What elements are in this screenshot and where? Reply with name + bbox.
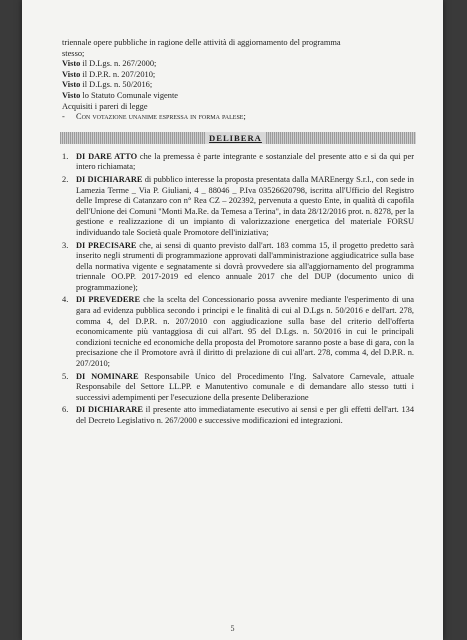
- item-keyword: DI DICHIARARE: [76, 174, 143, 184]
- acquisiti-line: Acquisiti i pareri di legge: [62, 101, 148, 111]
- votazione-text: Con votazione unanime espressa in forma palese;: [76, 112, 246, 122]
- item-text: [76, 372, 414, 404]
- document-body: [62, 38, 414, 429]
- delibera-banner: [60, 132, 416, 144]
- list-item: [62, 295, 414, 369]
- item-body: il presente atto immediatamente esecutivo ai sensi e per gli effetti dell'art. 134 del Decreto Legislativo n. 267/2000 e successive modificazioni ed integrazioni.: [76, 405, 415, 425]
- list-item: [62, 175, 414, 239]
- item-body: che la scelta del Concessionario possa avvenire mediante l'esperimento di una gara ad evidenza pubblica secondo i principi e le finalità di cui al D.Lgs n. 50/2016 e dell'art. 278, comma 4, del D.P.R. n. 207/2010 con aggiudicazione sulla base del criterio dell'offerta economicamente più vantaggiosa di cui all'art. 95 del D.Lgs. n. 50/2016 in cui le principali condizioni tecniche ed economiche della proposta del Promotore saranno poste a base di gara, con la precisazione che il Promotore avrà il diritto di prelazione di cui all'art. 278, comma 4, del D.P.R. n. 207/2010;: [76, 295, 414, 369]
- item-keyword: DI DARE ATTO: [76, 151, 138, 161]
- intro-line-2: stesso;: [62, 48, 85, 58]
- list-item: [62, 372, 414, 404]
- visto-label: Visto: [62, 59, 81, 69]
- page-number: 5: [230, 624, 235, 633]
- item-text: [76, 152, 414, 173]
- visto-line: [62, 80, 414, 91]
- item-text: [76, 241, 414, 294]
- intro-line-1: triennale opere pubbliche in ragione delle attività di aggiornamento del programma: [62, 38, 341, 47]
- deliberation-list: [62, 152, 414, 427]
- visto-text: il D.P.R. n. 207/2010;: [80, 69, 156, 79]
- item-number: 1.: [62, 151, 69, 161]
- votazione-line: [62, 112, 414, 123]
- item-number: 2.: [62, 174, 69, 184]
- item-text: [76, 295, 414, 369]
- delibera-title: DELIBERA: [205, 132, 266, 144]
- item-text: [76, 405, 414, 426]
- item-number: 3.: [62, 240, 69, 250]
- visto-text: il D.Lgs. n. 50/2016;: [80, 80, 153, 90]
- list-item: [62, 405, 414, 426]
- item-keyword: DI DICHIARARE: [76, 405, 143, 415]
- item-number: 6.: [62, 405, 69, 415]
- item-keyword: DI PRECISARE: [76, 240, 137, 250]
- item-text: [76, 175, 414, 239]
- item-keyword: DI PREVEDERE: [76, 295, 141, 305]
- item-number: 5.: [62, 371, 69, 381]
- item-body: di pubblico interesse la proposta presentata dalla MAREnergy S.r.l., con sede in Lamezia Terme _ Via P. Giuliani, 4 _ 88046 _ P.Iva 03526620798, iscritta all'Ufficio del Registro delle Imprese di Catanzaro con n° Rea CZ – 202392, pervenuta a questo Ente, in qualità di capofila dell'Unione dei Comuni "Monti Ma.Re. da Temesa a Terina", in data 28/12/2016 prot. n. 8278, per la gestione e realizzazione di un impianto di valorizzazione energetica del materiale FORSU individuando tale Società quale Promotore dell'iniziativa;: [76, 174, 414, 237]
- visto-text: lo Statuto Comunale vigente: [80, 90, 179, 100]
- list-item: [62, 241, 414, 294]
- list-item: [62, 152, 414, 173]
- item-body: Responsabile Unico del Procedimento l'Ing. Salvatore Carnevale, attuale Responsabile del Settore LL.PP. e Manutentivo comunale e di demandare allo stesso tutti i successivi adempimenti per l'esecuzione della presente Deliberazione: [76, 371, 414, 402]
- item-body: che la premessa è parte integrante e sostanziale del presente atto e si da qui per intero richiamata;: [76, 151, 414, 172]
- item-number: 4.: [62, 295, 69, 305]
- visto-line: [62, 59, 414, 70]
- visto-label: Visto: [62, 80, 81, 90]
- visto-line: [62, 70, 414, 81]
- item-body: che, ai sensi di quanto previsto dall'art. 183 comma 15, il progetto predetto sarà inserito negli strumenti di programmazione approvati dall'amministrazione aggiudicatrice sulla base della normativa vigente e segnatamente si dovrà provvedere sia all'aggiornamento del programma triennale OO.PP. 2017-2019 ed elenco annuale 2017 che del DUP (documento unico di programmazione);: [76, 240, 414, 292]
- visto-text: il D.Lgs. n. 267/2000;: [80, 59, 157, 69]
- visto-label: Visto: [62, 90, 81, 100]
- visto-label: Visto: [62, 69, 81, 79]
- dash-bullet: -: [62, 112, 65, 122]
- document-page: [22, 0, 443, 640]
- visto-line: [62, 91, 414, 102]
- item-keyword: DI NOMINARE: [76, 371, 139, 381]
